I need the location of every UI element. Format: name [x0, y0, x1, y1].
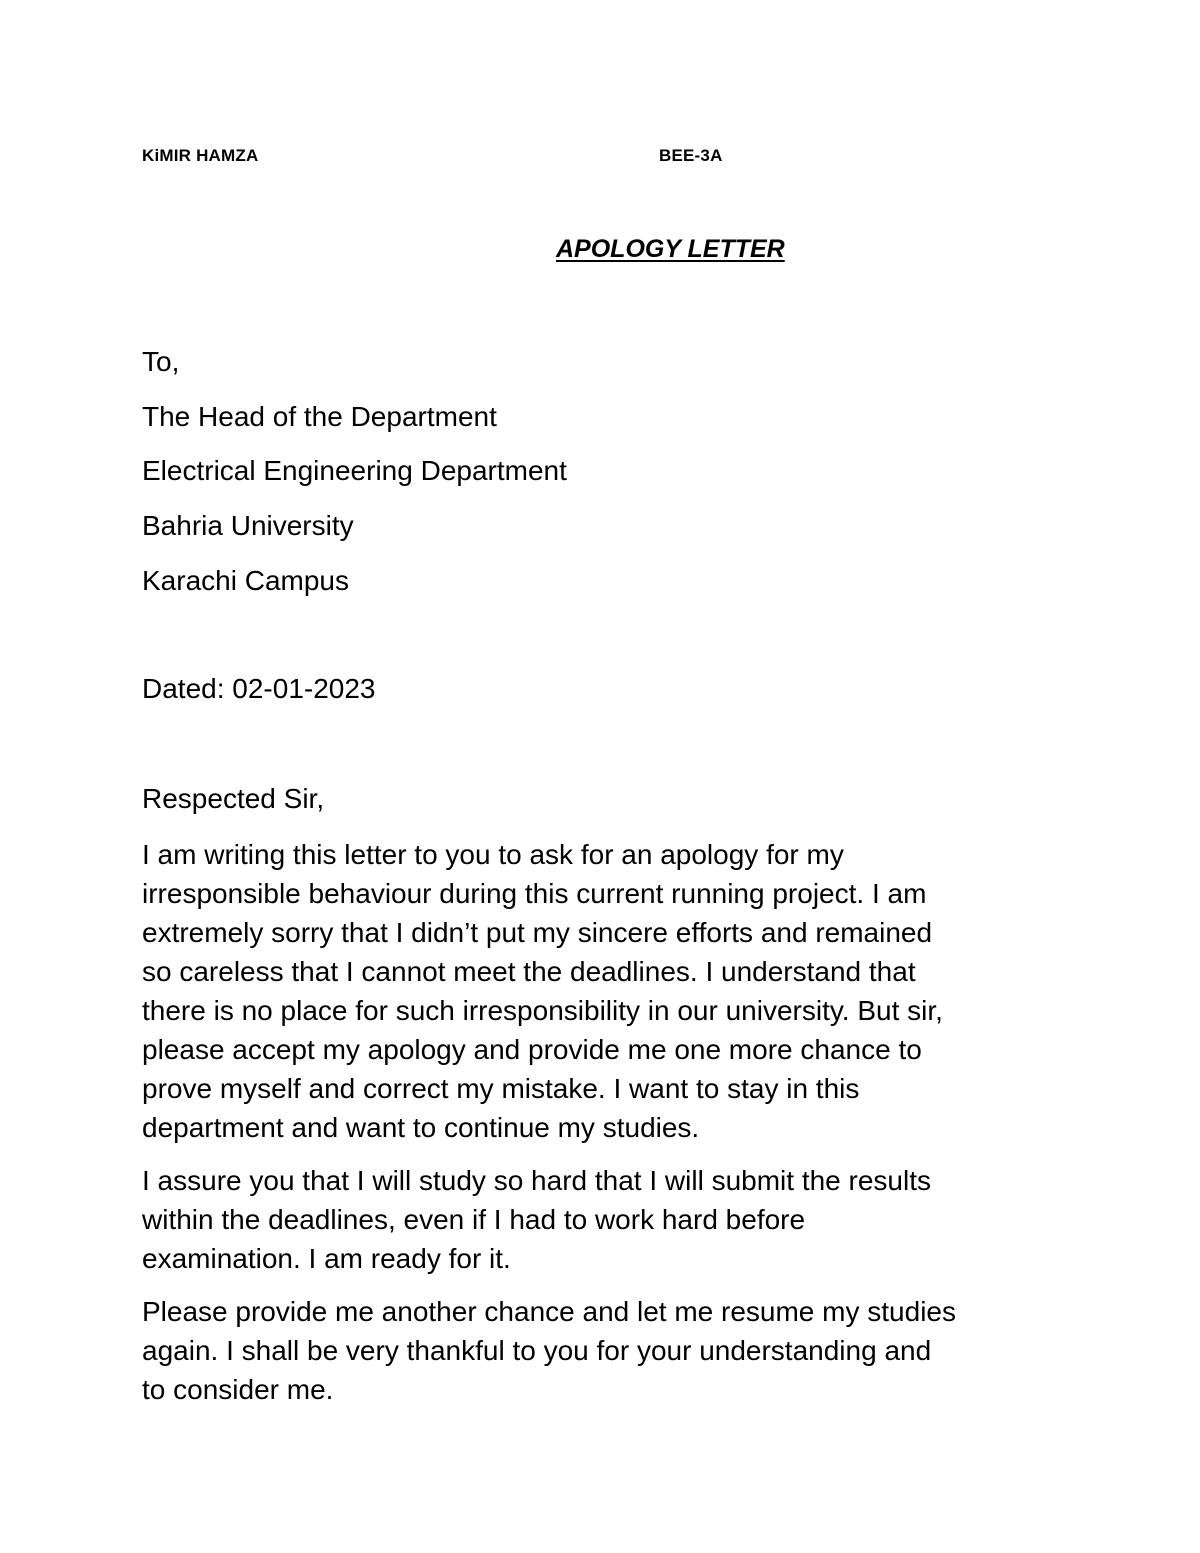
- paragraph-3: [142, 1292, 1067, 1409]
- paragraph-line: Please provide me another chance and let me resume my studies: [142, 1296, 956, 1327]
- letter-title: APOLOGY LETTER: [556, 235, 785, 263]
- student-class: BEE-3A: [659, 146, 723, 165]
- paragraph-line: please accept my apology and provide me one more chance to: [142, 1034, 922, 1065]
- paragraph-line: I assure you that I will study so hard that I will submit the results: [142, 1165, 932, 1196]
- paragraph-line: irresponsible behaviour during this current running project. I am: [142, 878, 927, 909]
- paragraph-line: so careless that I cannot meet the deadlines. I understand that: [142, 956, 916, 987]
- student-name: KiMIR HAMZA: [142, 146, 259, 165]
- letter-date: Dated: 02-01-2023: [142, 673, 376, 704]
- paragraph-line: again. I shall be very thankful to you for your understanding and: [142, 1335, 932, 1366]
- address-line-4: Karachi Campus: [142, 565, 349, 596]
- greeting: Respected Sir,: [142, 783, 325, 814]
- paragraph-1: [142, 835, 1067, 1147]
- paragraph-line: extremely sorry that I didn’t put my sincere efforts and remained: [142, 917, 933, 948]
- paragraph-line: department and want to continue my studies.: [142, 1112, 700, 1143]
- address-line-3: Bahria University: [142, 510, 354, 541]
- paragraph-line: to consider me.: [142, 1374, 334, 1405]
- address-line-2: Electrical Engineering Department: [142, 455, 567, 486]
- paragraph-line: within the deadlines, even if I had to work hard before: [142, 1204, 806, 1235]
- paragraph-line: prove myself and correct my mistake. I want to stay in this: [142, 1073, 860, 1104]
- paragraph-line: examination. I am ready for it.: [142, 1243, 511, 1274]
- address-line-1: The Head of the Department: [142, 401, 497, 432]
- paragraph-line: I am writing this letter to you to ask for an apology for my: [142, 839, 844, 870]
- address-to: To,: [142, 346, 180, 377]
- paragraph-2: [142, 1161, 1067, 1278]
- paragraph-line: there is no place for such irresponsibility in our university. But sir,: [142, 995, 943, 1026]
